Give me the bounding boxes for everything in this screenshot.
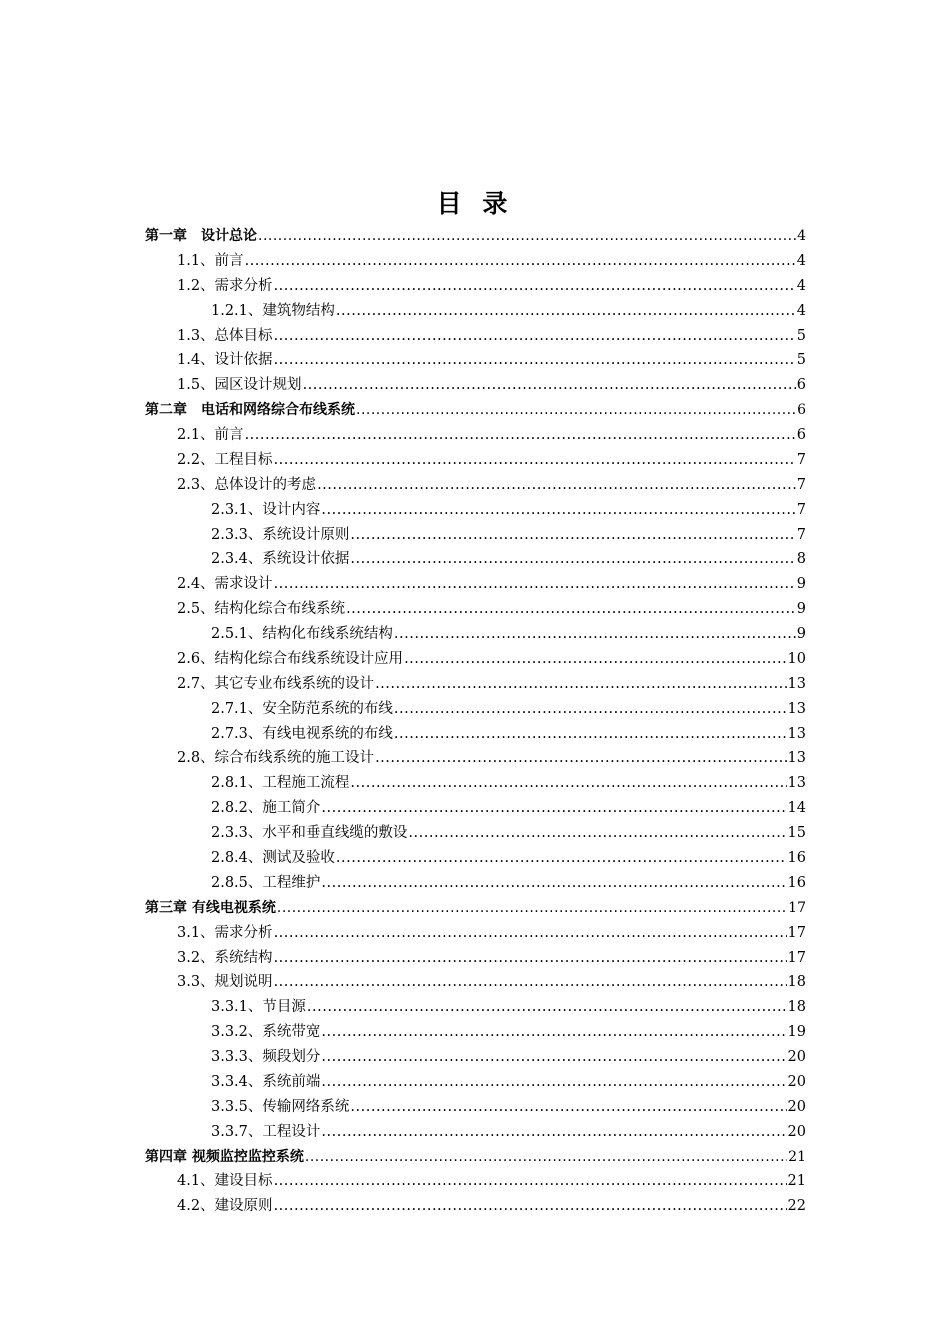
toc-entry-title: 2.4、需求设计 xyxy=(177,576,273,593)
toc-entry[interactable] xyxy=(177,250,806,272)
toc-entry[interactable] xyxy=(211,1071,806,1093)
toc-page-number: 9 xyxy=(796,626,806,643)
toc-leader-dots xyxy=(321,1021,786,1043)
toc-entry[interactable] xyxy=(145,399,806,421)
toc-page-number: 13 xyxy=(787,725,806,742)
toc-page-number: 17 xyxy=(787,949,806,966)
toc-entry[interactable] xyxy=(211,1046,806,1068)
toc-entry[interactable] xyxy=(177,1170,806,1192)
toc-leader-dots xyxy=(274,1170,787,1192)
toc-entry[interactable] xyxy=(211,847,806,869)
toc-entry[interactable] xyxy=(177,1195,806,1217)
toc-entry[interactable] xyxy=(211,797,806,819)
toc-leader-dots xyxy=(305,1146,787,1168)
toc-entry-title: 1.1、前言 xyxy=(177,252,244,269)
toc-entry-title: 4.2、建设原则 xyxy=(177,1198,273,1215)
toc-leader-dots xyxy=(274,349,796,371)
toc-page-number: 20 xyxy=(787,1049,806,1066)
toc-entry-title: 2.1、前言 xyxy=(177,427,244,444)
toc-page-number: 6 xyxy=(796,377,806,394)
page-title: 目 录 xyxy=(436,189,514,218)
toc-entry[interactable] xyxy=(211,524,806,546)
toc-page-number: 8 xyxy=(796,551,806,568)
toc-leader-dots xyxy=(274,1195,787,1217)
toc-page-number: 9 xyxy=(796,576,806,593)
toc-entry-title: 3.3、规划说明 xyxy=(177,974,273,991)
toc-entry-title: 1.5、园区设计规划 xyxy=(177,377,302,394)
toc-page-number: 14 xyxy=(787,800,806,817)
toc-entry[interactable] xyxy=(211,872,806,894)
toc-entry[interactable] xyxy=(211,1021,806,1043)
toc-page-number: 4 xyxy=(796,302,806,319)
toc-page-number: 17 xyxy=(788,899,806,916)
toc-page-number: 13 xyxy=(787,675,806,692)
toc-leader-dots xyxy=(350,772,786,794)
toc-page-number: 5 xyxy=(796,352,806,369)
toc-entry-title: 第二章 电话和网络综合布线系统 xyxy=(145,402,355,419)
toc-entry-title: 第四章 视频监控监控系统 xyxy=(145,1148,304,1165)
toc-page-number: 7 xyxy=(796,501,806,518)
toc-entry-title: 2.8.1、工程施工流程 xyxy=(211,775,350,792)
toc-page-number: 21 xyxy=(788,1148,806,1165)
toc-leader-dots xyxy=(408,822,786,844)
toc-entry[interactable] xyxy=(177,947,806,969)
toc-leader-dots xyxy=(274,947,787,969)
toc-page-number: 13 xyxy=(787,700,806,717)
toc-page-number: 7 xyxy=(796,451,806,468)
toc-leader-dots xyxy=(274,449,796,471)
toc-entry-title: 2.5、结构化综合布线系统 xyxy=(177,601,346,618)
toc-leader-dots xyxy=(350,1096,786,1118)
toc-leader-dots xyxy=(321,1071,786,1093)
toc-entry[interactable] xyxy=(211,772,806,794)
toc-entry-title: 2.6、结构化综合布线系统设计应用 xyxy=(177,650,404,667)
toc-leader-dots xyxy=(303,374,796,396)
toc-entry[interactable] xyxy=(211,548,806,570)
toc-page-number: 4 xyxy=(796,252,806,269)
toc-entry[interactable] xyxy=(211,996,806,1018)
toc-entry-title: 2.3.3、水平和垂直线缆的敷设 xyxy=(211,825,408,842)
toc-entry-title: 4.1、建设目标 xyxy=(177,1173,273,1190)
toc-page-number: 21 xyxy=(787,1173,806,1190)
toc-entry[interactable] xyxy=(145,1146,806,1168)
toc-page-number: 16 xyxy=(787,850,806,866)
toc-entry[interactable] xyxy=(211,499,806,521)
toc-page-number: 4 xyxy=(797,228,806,244)
toc-leader-dots xyxy=(317,474,796,496)
toc-page-number: 20 xyxy=(787,1098,806,1115)
toc-entry-title: 3.3.2、系统带宽 xyxy=(211,1024,321,1041)
toc-page-number: 18 xyxy=(787,974,806,991)
toc-leader-dots xyxy=(321,1046,786,1068)
toc-entry[interactable] xyxy=(177,449,806,471)
toc-entry[interactable] xyxy=(177,922,806,944)
toc-entry-title: 3.2、系统结构 xyxy=(177,949,273,966)
toc-entry[interactable] xyxy=(177,747,806,769)
toc-entry[interactable] xyxy=(177,573,806,595)
toc-page-number: 10 xyxy=(787,650,806,667)
toc-entry[interactable] xyxy=(177,424,806,446)
toc-entry[interactable] xyxy=(145,225,806,247)
toc-leader-dots xyxy=(394,698,787,720)
toc-page-number: 13 xyxy=(787,775,806,792)
toc-entry[interactable] xyxy=(211,822,806,844)
toc-leader-dots xyxy=(277,897,787,919)
toc-leader-dots xyxy=(375,673,786,695)
toc-entry-title: 2.5.1、结构化布线系统结构 xyxy=(211,626,393,643)
toc-leader-dots xyxy=(404,648,786,670)
toc-page-number: 15 xyxy=(787,825,806,842)
toc-leader-dots xyxy=(350,524,795,546)
toc-leader-dots xyxy=(274,573,796,595)
toc-leader-dots xyxy=(245,424,796,446)
toc-entry[interactable] xyxy=(177,598,806,620)
toc-entry-title: 2.3.4、系统设计依据 xyxy=(211,551,350,568)
toc-page-number: 13 xyxy=(787,750,806,767)
toc-entry[interactable] xyxy=(177,325,806,347)
toc-page-number: 7 xyxy=(796,476,806,493)
toc-entry-title: 2.8、综合布线系统的施工设计 xyxy=(177,750,375,767)
toc-entry[interactable] xyxy=(177,673,806,695)
toc-entry-title: 3.1、需求分析 xyxy=(177,924,273,941)
toc-leader-dots xyxy=(375,747,786,769)
toc-entry-title: 3.3.5、传输网络系统 xyxy=(211,1098,350,1115)
toc-entry-title: 第三章 有线电视系统 xyxy=(145,899,276,916)
toc-leader-dots xyxy=(274,275,796,297)
toc-entry-title: 1.4、设计依据 xyxy=(177,352,273,369)
toc-entry[interactable] xyxy=(177,349,806,371)
toc-page-number: 22 xyxy=(787,1198,806,1215)
toc-leader-dots xyxy=(321,797,786,819)
toc-leader-dots xyxy=(394,623,796,645)
toc-leader-dots xyxy=(321,872,786,894)
toc-page-number: 20 xyxy=(787,1073,806,1090)
toc-entry[interactable] xyxy=(177,971,806,993)
toc-leader-dots xyxy=(258,225,796,247)
toc-entry[interactable] xyxy=(177,275,806,297)
toc-entry-title: 3.3.3、频段划分 xyxy=(211,1049,321,1066)
toc-leader-dots xyxy=(336,847,787,869)
toc-entry[interactable] xyxy=(211,723,806,745)
toc-leader-dots xyxy=(321,1121,786,1143)
toc-entry-title: 2.3.3、系统设计原则 xyxy=(211,526,350,543)
toc-leader-dots xyxy=(346,598,796,620)
toc-leader-dots xyxy=(350,548,795,570)
toc-entry[interactable] xyxy=(211,1121,806,1143)
toc-entry-title: 第一章 设计总论 xyxy=(145,228,257,244)
toc-leader-dots xyxy=(274,325,796,347)
toc-entry-title: 2.3、总体设计的考虑 xyxy=(177,476,317,493)
toc-entry-title: 2.8.4、测试及验收 xyxy=(211,850,335,866)
toc-entry-title: 1.2.1、建筑物结构 xyxy=(211,302,335,319)
toc-entry[interactable] xyxy=(211,623,806,645)
toc-entry[interactable] xyxy=(177,474,806,496)
toc-leader-dots xyxy=(321,499,795,521)
toc-leader-dots xyxy=(274,971,787,993)
toc-entry[interactable] xyxy=(211,698,806,720)
toc-page-number: 18 xyxy=(787,999,806,1016)
toc-entry[interactable] xyxy=(145,897,806,919)
toc-page-number: 6 xyxy=(797,402,806,419)
toc-page-number: 19 xyxy=(787,1024,806,1041)
toc-entry-title: 3.3.4、系统前端 xyxy=(211,1073,321,1090)
toc-entry-title: 2.7、其它专业布线系统的设计 xyxy=(177,675,375,692)
toc-leader-dots xyxy=(245,250,796,272)
toc-entry-title: 3.3.1、节目源 xyxy=(211,999,306,1016)
toc-leader-dots xyxy=(394,723,787,745)
toc-entry-title: 3.3.7、工程设计 xyxy=(211,1123,321,1140)
toc-entry-title: 2.2、工程目标 xyxy=(177,451,273,468)
toc-entry-title: 1.3、总体目标 xyxy=(177,327,273,344)
toc-leader-dots xyxy=(274,922,787,944)
toc-page-number: 6 xyxy=(796,427,806,444)
toc-leader-dots xyxy=(356,399,796,421)
toc-page-number: 9 xyxy=(796,601,806,618)
toc-entry[interactable] xyxy=(177,648,806,670)
toc-entry-title: 2.7.3、有线电视系统的布线 xyxy=(211,725,393,742)
toc-entry[interactable] xyxy=(211,1096,806,1118)
toc-leader-dots xyxy=(336,300,796,322)
toc-entry-title: 2.3.1、设计内容 xyxy=(211,501,321,518)
toc-page-number: 7 xyxy=(796,526,806,543)
toc-entry-title: 2.8.2、施工简介 xyxy=(211,800,321,817)
toc-entry-title: 1.2、需求分析 xyxy=(177,277,273,294)
toc-entry-title: 2.8.5、工程维护 xyxy=(211,874,321,891)
toc-page-number: 4 xyxy=(796,277,806,294)
toc-page-number: 5 xyxy=(796,327,806,344)
toc-entry-title: 2.7.1、安全防范系统的布线 xyxy=(211,700,393,717)
toc-page-number: 16 xyxy=(787,874,806,891)
toc-entry[interactable] xyxy=(211,300,806,322)
toc-entry[interactable] xyxy=(177,374,806,396)
toc-leader-dots xyxy=(307,996,787,1018)
toc-page-number: 20 xyxy=(787,1123,806,1140)
toc-page-number: 17 xyxy=(787,924,806,941)
